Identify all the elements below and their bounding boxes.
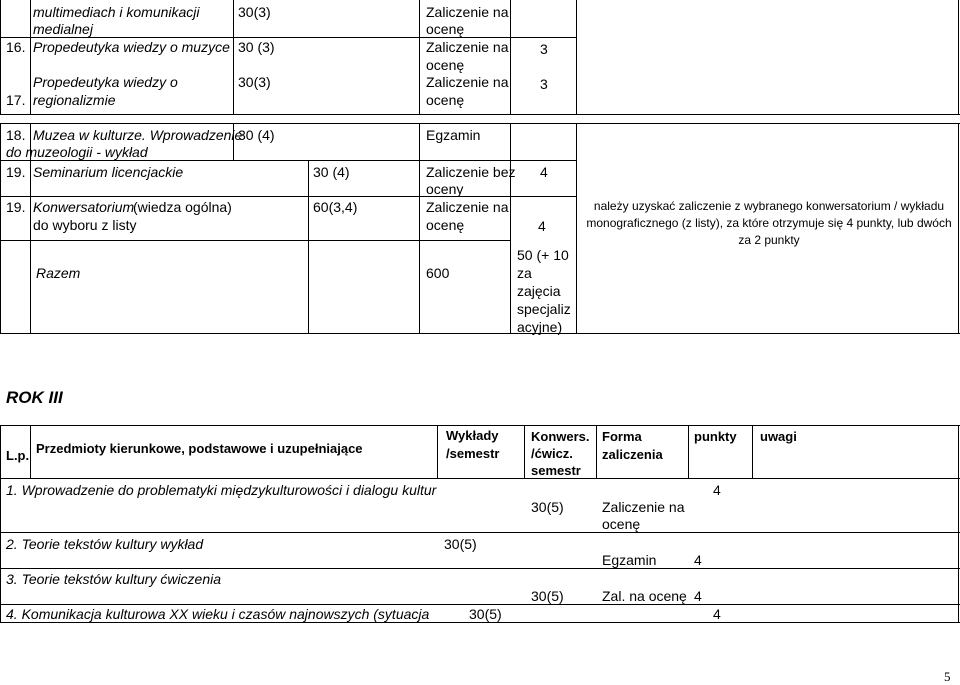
subject-cell: do wyboru z listy xyxy=(33,217,137,233)
table-border xyxy=(0,532,960,533)
header-lectures: /semestr xyxy=(446,446,500,461)
conversatory-cell: 30(5) xyxy=(531,499,564,515)
subject-cell: multimediach i komunikacji xyxy=(33,4,200,20)
table-border xyxy=(0,425,960,426)
header-conversatory: Konwers. xyxy=(531,429,590,444)
form-cell: Zaliczenie na xyxy=(426,199,509,215)
form-cell: Egzamin xyxy=(426,127,481,143)
subject-cell: Propedeutyka wiedzy o muzyce xyxy=(33,39,230,55)
subject-cell: regionalizmie xyxy=(33,92,116,108)
header-subject: Przedmioty kierunkowe, podstawowe i uzupełniające xyxy=(36,441,363,456)
table-border xyxy=(0,478,960,479)
lectures-cell: 30(5) xyxy=(469,606,502,622)
table-border xyxy=(0,240,510,241)
row-number: 16. xyxy=(6,39,26,55)
row-number: 17. xyxy=(6,92,26,108)
total-points: zajęcia xyxy=(517,283,561,299)
points-cell: 3 xyxy=(540,41,548,57)
table-border xyxy=(233,0,234,115)
total-hours: 600 xyxy=(426,265,450,281)
table-border xyxy=(0,114,960,115)
header-points: punkty xyxy=(694,429,737,444)
row-number: 19. xyxy=(6,164,26,180)
form-cell: Zaliczenie na xyxy=(426,74,509,90)
total-points: acyjne) xyxy=(517,319,563,335)
hours-cell: 30 (4) xyxy=(238,127,275,143)
form-cell: Zaliczenie na xyxy=(602,499,685,515)
row-number: 18. xyxy=(6,127,26,143)
table-border xyxy=(958,123,959,333)
points-cell: 4 xyxy=(540,164,548,180)
subject-cell: 3. Teorie tekstów kultury ćwiczenia xyxy=(6,571,222,587)
subject-cell: medialnej xyxy=(33,21,93,37)
lectures-cell: 30(5) xyxy=(444,536,477,552)
table-border xyxy=(30,0,31,115)
points-cell: 4 xyxy=(694,552,702,568)
table-border xyxy=(688,425,689,479)
hours-cell: 60(3,4) xyxy=(313,199,358,215)
header-lp: L.p. xyxy=(6,448,30,463)
header-notes: uwagi xyxy=(760,429,797,444)
table-border xyxy=(752,425,753,479)
table-border xyxy=(524,425,525,479)
total-points: za xyxy=(517,265,532,281)
table-border xyxy=(0,333,960,334)
points-cell: 3 xyxy=(540,76,548,92)
subject-cell: Muzea w kulturze. Wprowadzenie xyxy=(33,127,243,143)
form-cell: ocenę xyxy=(426,92,465,108)
total-points: 50 (+ 10 xyxy=(517,247,569,263)
hours-cell: 30(3) xyxy=(238,74,271,90)
header-form: Forma xyxy=(602,429,642,444)
header-conversatory: semestr xyxy=(531,463,581,478)
points-cell: 4 xyxy=(694,588,702,604)
table-border xyxy=(510,123,511,333)
table-border xyxy=(0,0,1,115)
subject-cell: Propedeutyka wiedzy o xyxy=(33,74,178,90)
table-border xyxy=(30,425,31,479)
form-cell: ocenę xyxy=(426,21,465,37)
table-border xyxy=(958,425,959,623)
table-border xyxy=(308,161,309,333)
conversatory-cell: 30(5) xyxy=(531,588,564,604)
table-border xyxy=(0,568,960,569)
table-border xyxy=(437,425,438,479)
note-text: należy uzyskać zaliczenie z wybranego konwersatorium / wykładu monograficznego (z listy), za które otrzymuje się 4 punkty, lub dwóch za 2 punkty xyxy=(586,199,952,247)
points-cell: 4 xyxy=(713,482,721,498)
form-cell: Egzamin xyxy=(602,552,657,568)
subject-cell: Konwersatorium xyxy=(33,199,135,215)
subject-cell: 4. Komunikacja kulturowa XX wieku i czasów najnowszych (sytuacja xyxy=(6,606,430,622)
table-border xyxy=(596,425,597,479)
form-cell: ocenę xyxy=(426,217,465,233)
form-cell: oceny xyxy=(426,181,464,197)
table-border xyxy=(0,123,960,124)
form-cell: Zaliczenie na xyxy=(426,4,509,20)
table-border xyxy=(0,123,1,333)
points-cell: 4 xyxy=(538,218,546,234)
table-border xyxy=(576,123,577,333)
header-conversatory: /ćwicz. xyxy=(531,446,573,461)
section-title: ROK III xyxy=(6,388,63,407)
table-border xyxy=(510,0,511,115)
table-border xyxy=(419,0,420,115)
row-number: 19. xyxy=(6,199,26,215)
form-cell: ocenę xyxy=(426,57,465,73)
subject-cell: (wiedza ogólna) xyxy=(133,199,232,215)
subject-cell: 2. Teorie tekstów kultury wykład xyxy=(6,536,204,552)
hours-cell: 30(3) xyxy=(238,4,271,20)
header-lectures: Wykłady xyxy=(446,428,499,443)
table-border xyxy=(958,0,959,115)
points-cell: 4 xyxy=(713,606,721,622)
form-cell: Zaliczenie na xyxy=(426,39,509,55)
header-form: zaliczenia xyxy=(602,447,663,462)
hours-cell: 30 (3) xyxy=(238,39,275,55)
table-border xyxy=(0,425,1,623)
total-label: Razem xyxy=(36,265,81,281)
total-points: specjaliz xyxy=(517,301,571,317)
page-number: 5 xyxy=(944,669,951,684)
subject-cell: 1. Wprowadzenie do problematyki międzykulturowości i dialogu kultur xyxy=(6,482,437,498)
subject-cell: Seminarium licencjackie xyxy=(33,164,184,180)
subject-cell: do muzeologii - wykład xyxy=(6,144,148,160)
table-border xyxy=(576,0,577,115)
hours-cell: 30 (4) xyxy=(313,164,350,180)
form-cell: Zaliczenie bez xyxy=(426,164,516,180)
table-border xyxy=(419,123,420,333)
form-cell: ocenę xyxy=(602,516,641,532)
table-border xyxy=(0,196,576,197)
form-cell: Zal. na ocenę xyxy=(602,588,687,604)
